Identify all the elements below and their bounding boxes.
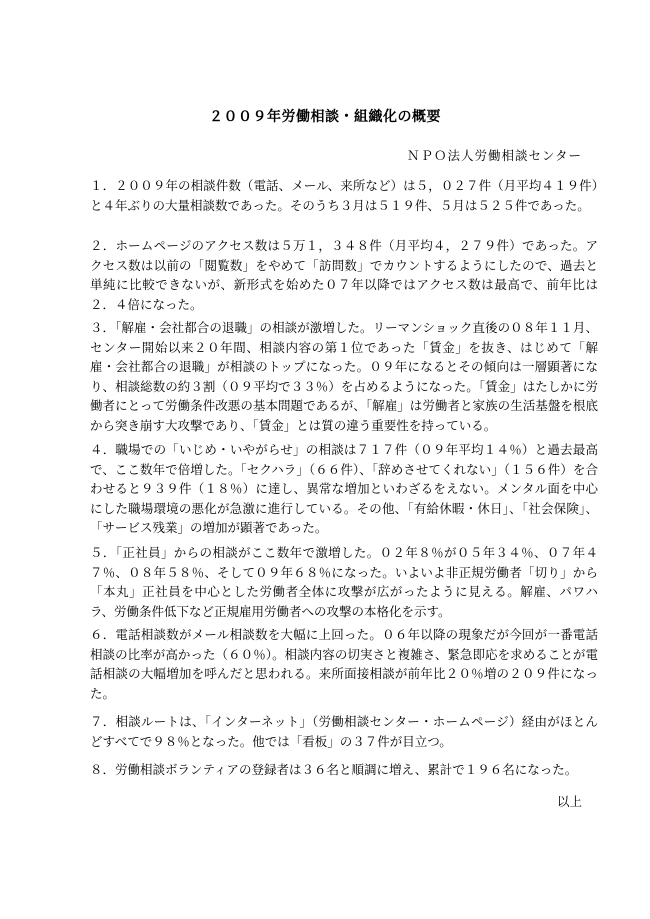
paragraph-4: ４．職場での「いじめ・いやがらせ」の相談は７１７件（０９年平均１４％）と過去最高で、ここ数年で倍増した。「セクハラ」（６６件）、「辞めさせてくれない」（１５６件）を合わせると９３９件（１８％）に達し、異常な増加といわざるをえない。メンタル面を中心にした職場環境の悪化が急激に進行している。その他、「有給休暇・休日」、「社会保険」、「サービス残業」の増加が顕著であった。 xyxy=(90,442,598,535)
document-title: ２００９年労働相談・組織化の概要 xyxy=(209,109,441,125)
paragraph-6: ６．電話相談数がメール相談数を大幅に上回った。０６年以降の現象だが今回が一番電話相談の比率が高かった（６０％）。相談内容の切実さと複雑さ、緊急即応を求めることが電話相談の大幅増加を呼んだと思われる。来所面接相談が前年比２０％増の２０９件になった。 xyxy=(90,627,598,701)
paragraph-3: ３．「解雇・会社都合の退職」の相談が激増した。リーマンショック直後の０８年１１月、センター開始以来２０年間、相談内容の第１位であった「賃金」を抜き、はじめて「解雇・会社都合の退職」が相談のトップになった。０９年になるとその傾向は一層顕著になり、相談総数の約３割（０９平均で３３％）を占めるようになった。「賃金」はたしかに労働者にとって労働条件改悪の基本問題であるが、「解雇」は労働者と家族の生活基盤を根底から突き崩す大攻撃であり、「賃金」とは質の違う重要性を持っている。 xyxy=(90,320,598,433)
paragraph-5: ５．「正社員」からの相談がここ数年で激増した。０２年８％が０５年３４％、０７年４７％、０８年５８％、そして０９年６８％になった。いよいよ非正規労働者「切り」から「本丸」正社員を中心とした労働者全体に攻撃が広がったように見える。解雇、パワハラ、労働条件低下など正規雇用労働者への攻撃の本格化を示す。 xyxy=(90,545,598,619)
paragraph-7: ７．相談ルートは、「インターネット」（労働相談センター・ホームページ）経由がほとんどすべてで９８％となった。他では「看板」の３７件が目立つ。 xyxy=(90,714,598,749)
paragraph-2: ２．ホームページのアクセス数は５万１，３４８件（月平均４，２７９件）であった。アクセス数は以前の「閲覧数」をやめて「訪問数」でカウントするようにしたので、過去と単純に比較できないが、新形式を始めた０７年以降ではアクセス数は最高で、前年比は２．４倍になった。 xyxy=(90,238,598,312)
closing-mark: 以上 xyxy=(556,794,582,809)
paragraph-1: １．２００９年の相談件数（電話、メール、来所など）は５，０２７件（月平均４１９件）と４年ぶりの大量相談数であった。そのうち３月は５１９件、５月は５２５件であった。 xyxy=(90,178,598,213)
organization-name: ＮＰＯ法人労働相談センター xyxy=(406,148,582,163)
paragraph-8: ８．労働相談ボランティアの登録者は３６名と順調に増え、累計で１９６名になった。 xyxy=(90,762,578,777)
